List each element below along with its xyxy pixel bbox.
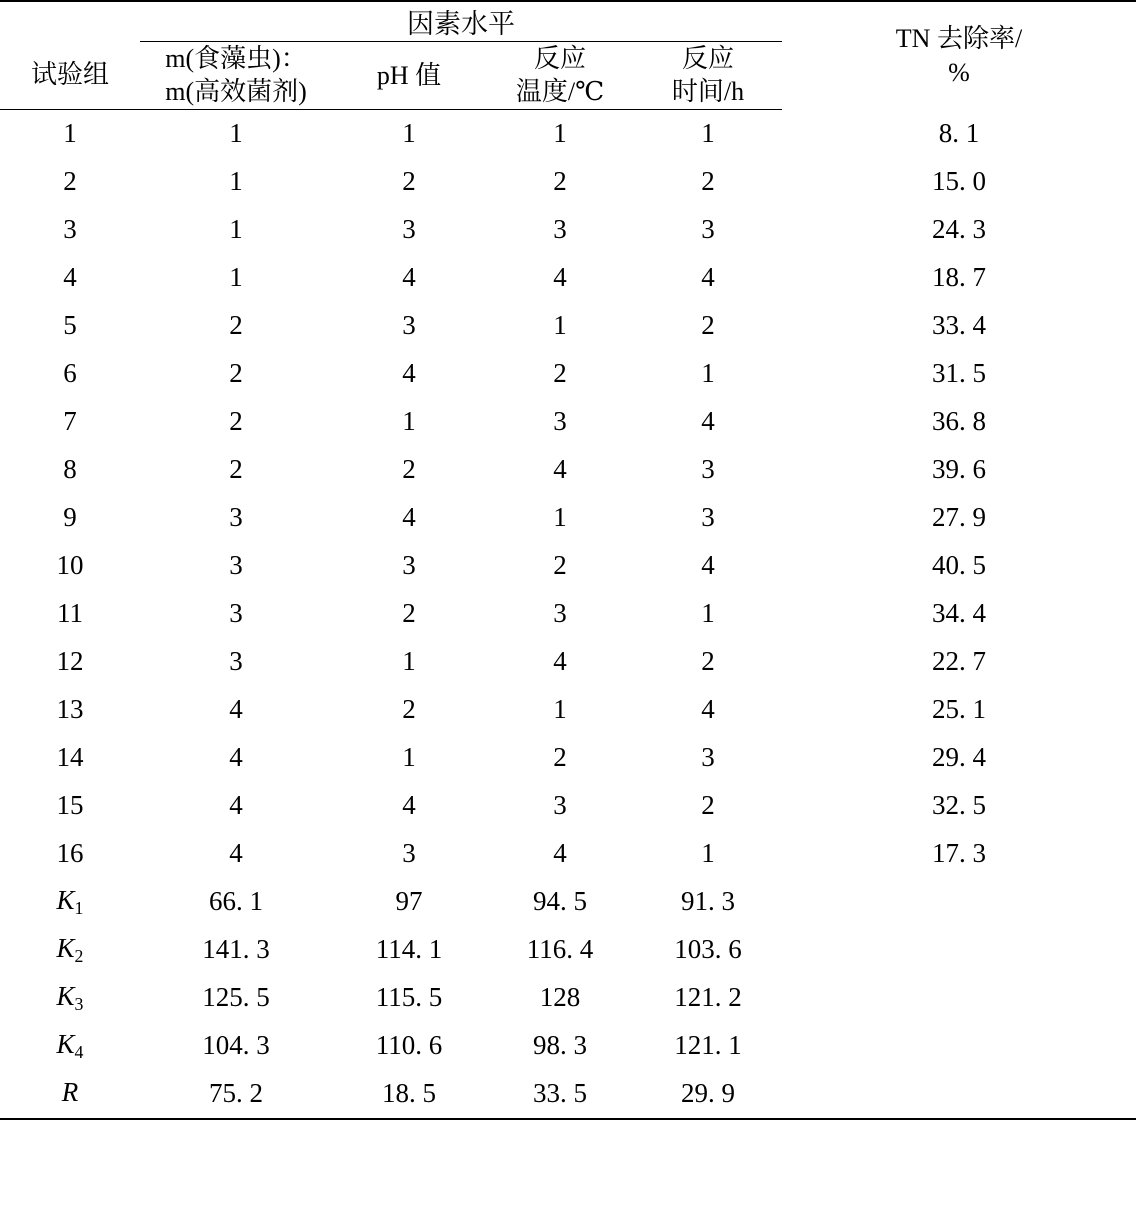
cell-ratio: 3 xyxy=(229,598,243,629)
cell-temp: 4 xyxy=(553,646,567,677)
summary-row xyxy=(0,926,1136,974)
cell-summary-label xyxy=(0,1070,140,1119)
cell-temp: 4 xyxy=(553,454,567,485)
cell-trial: 9 xyxy=(63,502,77,533)
header-time-line2: 时间/h xyxy=(671,77,745,107)
cell-time: 103. 6 xyxy=(674,934,742,965)
table-row xyxy=(0,446,1136,494)
cell-tn: 24. 3 xyxy=(932,214,986,245)
cell-ratio: 2 xyxy=(229,454,243,485)
cell-trial: 10 xyxy=(56,550,84,581)
cell-trial: 12 xyxy=(56,646,84,677)
table-header xyxy=(0,1,1136,109)
cell-trial: 3 xyxy=(63,214,77,245)
cell-trial: 8 xyxy=(63,454,77,485)
cell-time: 3 xyxy=(701,502,715,533)
summary-subscript: 4 xyxy=(74,1041,84,1062)
cell-tn: 36. 8 xyxy=(932,406,986,437)
header-spacer-cell xyxy=(0,1,140,42)
cell-tn: 22. 7 xyxy=(932,646,986,677)
cell-trial: 15 xyxy=(56,790,84,821)
cell-temp: 94. 5 xyxy=(533,886,587,917)
cell-time: 2 xyxy=(701,310,715,341)
cell-ph: 4 xyxy=(402,790,416,821)
cell-time: 1 xyxy=(701,838,715,869)
table-row xyxy=(0,350,1136,398)
cell-time: 29. 9 xyxy=(634,1070,782,1119)
cell-temp: 128 xyxy=(539,982,581,1013)
cell-ph: 97 xyxy=(395,886,423,917)
summary-symbol: K xyxy=(56,1028,75,1059)
cell-temp: 2 xyxy=(553,358,567,389)
cell-temp: 4 xyxy=(553,838,567,869)
cell-ph: 1 xyxy=(402,406,416,437)
table-row xyxy=(0,206,1136,254)
cell-temp: 3 xyxy=(553,598,567,629)
cell-tn: 34. 4 xyxy=(932,598,986,629)
summary-symbol: K xyxy=(56,980,75,1011)
table-body xyxy=(0,109,1136,1119)
cell-ratio: 4 xyxy=(229,694,243,725)
cell-temp: 2 xyxy=(553,742,567,773)
cell-ph: 1 xyxy=(402,118,416,149)
cell-ph: 3 xyxy=(402,214,416,245)
cell-time: 2 xyxy=(701,646,715,677)
cell-tn xyxy=(782,878,1136,926)
cell-trial: 2 xyxy=(63,166,77,197)
summary-symbol: K xyxy=(56,884,75,915)
cell-summary-label xyxy=(0,878,140,926)
header-tn-line1: TN 去除率/ xyxy=(895,23,1023,53)
cell-tn: 40. 5 xyxy=(932,550,986,581)
cell-time: 2 xyxy=(701,790,715,821)
cell-ph: 2 xyxy=(402,694,416,725)
cell-time: 2 xyxy=(701,166,715,197)
cell-temp: 2 xyxy=(553,166,567,197)
cell-time: 91. 3 xyxy=(681,886,735,917)
cell-temp: 33. 5 xyxy=(486,1070,634,1119)
cell-temp: 3 xyxy=(553,214,567,245)
cell-ratio: 75. 2 xyxy=(140,1070,332,1119)
table-row xyxy=(0,542,1136,590)
cell-ratio: 1 xyxy=(229,118,243,149)
cell-summary-label xyxy=(0,974,140,1022)
cell-trial: 4 xyxy=(63,262,77,293)
cell-time: 4 xyxy=(701,694,715,725)
header-time-line1: 反应 xyxy=(681,44,734,73)
header-trial-group: 试验组 xyxy=(0,42,140,110)
cell-tn xyxy=(782,926,1136,974)
cell-temp: 3 xyxy=(553,406,567,437)
cell-ph: 110. 6 xyxy=(375,1030,443,1061)
cell-tn xyxy=(782,974,1136,1022)
cell-summary-label xyxy=(0,1022,140,1070)
cell-ph: 115. 5 xyxy=(375,982,443,1013)
cell-ratio: 3 xyxy=(229,502,243,533)
cell-time: 3 xyxy=(701,214,715,245)
cell-ph: 4 xyxy=(402,502,416,533)
cell-time: 1 xyxy=(701,598,715,629)
summary-symbol: R xyxy=(61,1076,79,1107)
header-tn-line2: % xyxy=(948,57,970,87)
table-row xyxy=(0,109,1136,158)
cell-ratio: 125. 5 xyxy=(202,982,270,1013)
cell-ratio: 3 xyxy=(229,550,243,581)
cell-time: 4 xyxy=(701,262,715,293)
cell-ph: 2 xyxy=(402,454,416,485)
table-row xyxy=(0,158,1136,206)
cell-temp: 1 xyxy=(553,118,567,149)
header-temp-line2: 温度/℃ xyxy=(515,77,605,107)
cell-trial: 16 xyxy=(56,838,84,869)
cell-temp: 1 xyxy=(553,502,567,533)
header-group-factor-levels: 因素水平 xyxy=(140,1,782,42)
cell-ph: 1 xyxy=(402,646,416,677)
cell-tn: 8. 1 xyxy=(938,117,980,148)
cell-ph: 3 xyxy=(402,310,416,341)
cell-ratio: 4 xyxy=(229,838,243,869)
cell-time: 121. 1 xyxy=(674,1030,742,1061)
cell-trial: 11 xyxy=(57,598,83,629)
cell-trial: 7 xyxy=(63,406,77,437)
summary-subscript: 2 xyxy=(74,945,84,966)
table-row xyxy=(0,254,1136,302)
cell-ph: 114. 1 xyxy=(375,934,443,965)
cell-tn: 25. 1 xyxy=(932,694,986,725)
cell-tn: 33. 4 xyxy=(932,310,986,341)
cell-time: 3 xyxy=(701,742,715,773)
cell-trial: 5 xyxy=(63,310,77,341)
cell-ph: 1 xyxy=(402,742,416,773)
cell-ratio: 4 xyxy=(229,790,243,821)
table-row xyxy=(0,398,1136,446)
header-reaction-time xyxy=(634,42,782,110)
cell-temp: 2 xyxy=(553,550,567,581)
cell-temp: 1 xyxy=(553,310,567,341)
table-row xyxy=(0,590,1136,638)
cell-tn: 15. 0 xyxy=(932,166,986,197)
cell-tn: 29. 4 xyxy=(932,742,986,773)
cell-tn: 17. 3 xyxy=(932,838,986,869)
cell-temp: 3 xyxy=(553,790,567,821)
cell-ratio: 4 xyxy=(229,742,243,773)
cell-tn: 18. 7 xyxy=(932,262,986,293)
cell-ph: 3 xyxy=(402,550,416,581)
cell-tn: 32. 5 xyxy=(932,790,986,821)
cell-ratio: 1 xyxy=(229,214,243,245)
header-ratio-line1: m(食藻虫)： xyxy=(165,44,307,73)
cell-ratio: 3 xyxy=(229,646,243,677)
table-row xyxy=(0,734,1136,782)
cell-ratio: 1 xyxy=(229,166,243,197)
cell-trial: 13 xyxy=(56,694,84,725)
cell-time: 3 xyxy=(701,454,715,485)
cell-trial: 14 xyxy=(56,742,84,773)
cell-tn xyxy=(782,1070,1136,1119)
cell-summary-label xyxy=(0,926,140,974)
cell-temp: 98. 3 xyxy=(533,1030,587,1061)
cell-tn: 27. 9 xyxy=(932,502,986,533)
summary-subscript: 1 xyxy=(74,897,84,918)
table-row xyxy=(0,686,1136,734)
summary-row xyxy=(0,974,1136,1022)
cell-ratio: 141. 3 xyxy=(202,934,270,965)
cell-temp: 4 xyxy=(553,262,567,293)
header-group-row xyxy=(0,1,1136,42)
cell-ph: 18. 5 xyxy=(332,1070,486,1119)
cell-trial: 1 xyxy=(63,118,77,149)
summary-subscript: 3 xyxy=(74,993,84,1014)
cell-temp: 1 xyxy=(553,694,567,725)
cell-ratio: 2 xyxy=(229,358,243,389)
cell-ratio: 66. 1 xyxy=(209,886,263,917)
cell-time: 4 xyxy=(701,406,715,437)
cell-ratio: 1 xyxy=(229,262,243,293)
cell-ph: 4 xyxy=(402,262,416,293)
summary-row xyxy=(0,1022,1136,1070)
table-row xyxy=(0,302,1136,350)
summary-symbol: K xyxy=(56,932,75,963)
table-row xyxy=(0,782,1136,830)
cell-time: 1 xyxy=(701,358,715,389)
cell-tn: 39. 6 xyxy=(932,454,986,485)
cell-ratio: 104. 3 xyxy=(202,1030,270,1061)
cell-ph: 4 xyxy=(402,358,416,389)
table-row xyxy=(0,494,1136,542)
summary-row xyxy=(0,1070,1136,1119)
cell-ratio: 2 xyxy=(229,310,243,341)
cell-time: 121. 2 xyxy=(674,982,742,1013)
cell-ph: 3 xyxy=(402,838,416,869)
cell-temp: 116. 4 xyxy=(526,934,594,965)
cell-ph: 2 xyxy=(402,166,416,197)
header-ratio-line2: m(高效菌剂) xyxy=(165,77,307,107)
table-row xyxy=(0,830,1136,878)
header-tn-removal xyxy=(782,1,1136,109)
header-mass-ratio xyxy=(140,42,332,110)
cell-time: 4 xyxy=(701,550,715,581)
cell-tn xyxy=(782,1022,1136,1070)
header-reaction-temperature xyxy=(486,42,634,110)
cell-ph: 2 xyxy=(402,598,416,629)
cell-ratio: 2 xyxy=(229,406,243,437)
cell-trial: 6 xyxy=(63,358,77,389)
header-ph-value: pH 值 xyxy=(332,42,486,110)
summary-row xyxy=(0,878,1136,926)
header-temp-line1: 反应 xyxy=(533,44,586,73)
cell-time: 1 xyxy=(701,118,715,149)
table-row xyxy=(0,638,1136,686)
cell-tn: 31. 5 xyxy=(932,358,986,389)
